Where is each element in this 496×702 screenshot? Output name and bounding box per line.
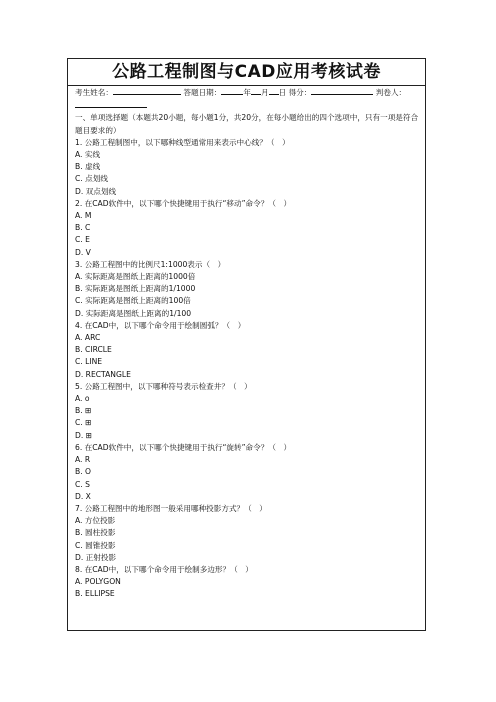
question-item [75,564,419,601]
option-a: A. ARC [75,333,101,343]
name-label: 考生姓名： [75,88,113,97]
exam-content [75,86,419,601]
score-label: 得分： [288,88,312,97]
question-text: 3. 公路工程图中的比例尺1:1000表示（ ） [75,259,226,269]
question-item [75,198,419,259]
option-b: B. O [75,467,92,477]
question-text: 5. 公路工程图中，以下哪种符号表示检查井？（ ） [75,381,252,391]
option-c: C. E [75,235,90,245]
option-b: B. ⊞ [75,406,92,416]
question-item [75,320,419,381]
option-a: A. 实线 [75,150,101,160]
option-b: B. ELLIPSE [75,589,115,599]
score-blank [311,86,373,95]
question-text: 8. 在CAD中，以下哪个命令用于绘制多边形？（ ） [75,564,253,574]
question-item [75,259,419,320]
exam-paper-frame [67,58,426,631]
option-a: A. R [75,455,91,465]
date-label: 答题日期： [183,88,222,97]
judge-label: 判卷人： [375,88,407,97]
option-d: D. 双点划线 [75,186,117,196]
option-a: A. M [75,211,92,221]
option-b: B. 虚线 [75,162,101,172]
option-a: A. POLYGON [75,577,121,587]
question-item [75,137,419,198]
option-c: C. 圆锥投影 [75,540,116,550]
option-c: C. S [75,479,90,489]
question-text: 1. 公路工程制图中，以下哪种线型通常用来表示中心线？（ ） [75,137,290,147]
option-d: D. X [75,491,91,501]
judge-blank [75,99,147,108]
day-label: 日 [278,88,287,97]
option-b: B. C [75,223,91,233]
question-text: 2. 在CAD软件中，以下哪个快捷键用于执行“移动”命令？（ ） [75,198,292,208]
option-b: B. 实际距离是图纸上距离的1/1000 [75,284,196,294]
option-d: D. 实际距离是图纸上距离的1/100 [75,308,192,318]
option-c: C. LINE [75,357,103,367]
year-blank [221,86,243,95]
option-b: B. 圆柱投影 [75,528,116,538]
exam-title: 公路工程制图与CAD应用考核试卷 [112,62,381,82]
question-list [75,137,419,601]
question-text: 6. 在CAD软件中，以下哪个快捷键用于执行“旋转”命令？（ ） [75,442,292,452]
candidate-info [75,86,419,112]
question-item [75,381,419,442]
option-d: D. RECTANGLE [75,369,131,379]
option-a: A. o [75,394,90,404]
year-label: 年 [243,88,251,97]
question-item [75,442,419,503]
option-c: C. ⊞ [75,418,92,428]
option-a: A. 实际距离是图纸上距离的1000倍 [75,272,196,282]
question-text: 4. 在CAD中，以下哪个命令用于绘制圆弧？（ ） [75,320,246,330]
question-item [75,503,419,564]
option-d: D. ⊞ [75,430,93,440]
question-text: 7. 公路工程图中的地形图一般采用哪种投影方式？（ ） [75,503,267,513]
option-c: C. 点划线 [75,174,108,184]
month-blank [251,86,261,95]
month-label: 月 [260,88,269,97]
section-heading: 一、单项选择题（本题共20小题，每小题1分，共20分，在每小题给出的四个选项中，只有一项是符合题目要求的） [75,113,419,135]
name-blank [113,86,181,95]
day-blank [269,86,279,95]
option-a: A. 方位投影 [75,516,116,526]
option-b: B. CIRCLE [75,345,112,355]
option-d: D. V [75,247,91,257]
option-d: D. 正射投影 [75,552,117,562]
option-c: C. 实际距离是图纸上距离的100倍 [75,296,191,306]
